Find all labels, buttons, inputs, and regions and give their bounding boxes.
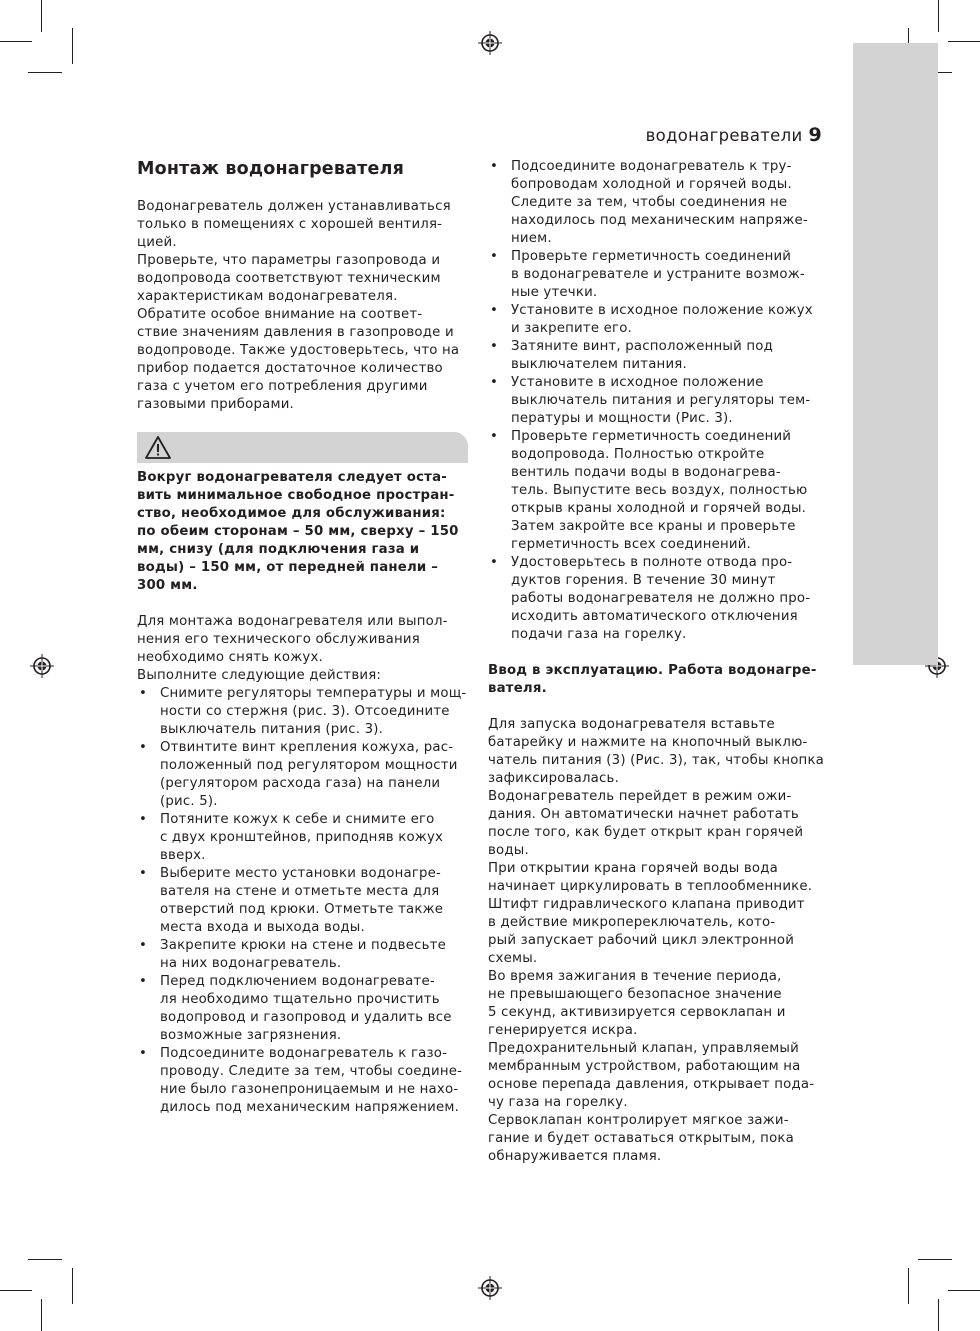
left-column — [137, 158, 472, 1117]
list-line: • Снимите регуляторы температуры и мощ- — [160, 686, 467, 701]
intro-paragraph — [137, 198, 472, 414]
list-line: водопровода. Полностью откройте — [511, 447, 765, 462]
text-line: чу газа на горелку. — [488, 1095, 628, 1110]
text-line: Во время зажигания в течение периода, — [488, 969, 782, 984]
text-line: не превышающего безопасное значение — [488, 987, 782, 1002]
text-line: Для запуска водонагревателя вставьте — [488, 717, 775, 732]
text-line: мембранным устройством, работающим на — [488, 1059, 801, 1074]
list-line: в водонагревателе и устраните возмож- — [511, 267, 805, 282]
list-line: пературы и мощности (Рис. 3). — [511, 411, 733, 426]
crop-mark — [908, 1268, 909, 1304]
list-item — [137, 739, 472, 811]
intro-line: только в помещениях с хорошей вентиля- — [137, 217, 443, 232]
crop-mark — [41, 0, 42, 32]
text-line: Штифт гидравлического клапана приводит — [488, 897, 805, 912]
crop-mark — [0, 41, 32, 42]
text-line: Сервоклапан контролирует мягкое зажи- — [488, 1113, 789, 1128]
list-line: вателя на стене и отметьте места для — [160, 884, 440, 899]
text-line: основе перепада давления, открывает пода- — [488, 1077, 815, 1092]
right-column — [488, 158, 828, 1166]
list-line: бопроводам холодной и горячей воды. — [511, 177, 792, 192]
installation-steps-list — [137, 685, 472, 1117]
list-line: • Удостоверьтесь в полноте отвода про- — [511, 555, 793, 570]
list-item — [137, 973, 472, 1045]
text-line: дания. Он автоматически начнет работать — [488, 807, 799, 822]
crop-mark — [72, 1268, 73, 1304]
list-line: и закрепите его. — [511, 321, 632, 336]
text-line: чатель питания (3) (Рис. 3), так, чтобы кнопка — [488, 753, 825, 768]
text-line: рый запускает рабочий цикл электронной — [488, 933, 795, 948]
text-line: генерируется искра. — [488, 1023, 638, 1038]
intro-line: водопроводе. Также удостоверьтесь, что на — [137, 343, 460, 358]
warning-text — [137, 469, 472, 595]
list-line: вверх. — [160, 848, 206, 863]
page-header — [560, 124, 822, 146]
list-line: дуктов горения. В течение 30 минут — [511, 573, 776, 588]
list-line: выключатель питания и регуляторы тем- — [511, 393, 811, 408]
text-line: воды. — [488, 843, 529, 858]
text-line: в действие микропереключатель, кото- — [488, 915, 776, 930]
side-tab — [853, 43, 938, 665]
text-line: Выполните следующие действия: — [137, 668, 382, 683]
list-line: положенный под регулятором мощности — [160, 758, 458, 773]
intro-line: газа с учетом его потребления другими — [137, 379, 428, 394]
text-line: нения его технического обслуживания — [137, 632, 420, 647]
list-line: работы водонагревателя не должно про- — [511, 591, 811, 606]
list-item — [488, 158, 828, 248]
list-line: • Проверьте герметичность соединений — [511, 429, 792, 444]
text-line: Предохранительный клапан, управляемый — [488, 1041, 799, 1056]
list-line: водопровод и газопровод и удалить все — [160, 1010, 452, 1025]
list-item — [137, 1045, 472, 1117]
list-line: • Выберите место установки водонагре- — [160, 866, 442, 881]
crop-mark — [948, 41, 980, 42]
text-line: необходимо снять кожух. — [137, 650, 323, 665]
list-item — [137, 811, 472, 865]
list-line: ности со стержня (рис. 3). Отсоедините — [160, 704, 450, 719]
intro-line: цией. — [137, 235, 177, 250]
intro-line: газовыми приборами. — [137, 397, 294, 412]
list-line: выключатель питания (рис. 3). — [160, 722, 384, 737]
list-item — [137, 937, 472, 973]
list-line: Следите за тем, чтобы соединения не — [511, 195, 788, 210]
list-line: выключателем питания. — [511, 357, 687, 372]
text-line: батарейку и нажмите на кнопочный выклю- — [488, 735, 808, 750]
header-title: водонагреватели — [645, 126, 803, 145]
list-line: тель. Выпустите весь воздух, полностью — [511, 483, 808, 498]
intro-line: Водонагреватель должен устанавливаться — [137, 199, 451, 214]
text-line: гание и будет оставаться открытым, пока — [488, 1131, 794, 1146]
crop-mark — [918, 1259, 952, 1260]
list-item — [488, 338, 828, 374]
list-line: места входа и выхода воды. — [160, 920, 365, 935]
text-line: обнаруживается пламя. — [488, 1149, 662, 1164]
crop-mark — [72, 28, 73, 64]
list-line: герметичность всех соединений. — [511, 537, 751, 552]
list-line: • Установите в исходное положение кожух — [511, 303, 813, 318]
section-title: Монтаж водонагревателя — [137, 159, 405, 179]
intro-line: водопровода соответствуют техническим — [137, 271, 441, 286]
warning-triangle-icon — [144, 435, 172, 461]
registration-mark-icon — [478, 31, 502, 55]
list-line: ные утечки. — [511, 285, 598, 300]
warning-line: 300 мм. — [137, 578, 198, 593]
list-line: • Затяните винт, расположенный под — [511, 339, 773, 354]
list-line: ля необходимо тщательно прочистить — [160, 992, 440, 1007]
list-line: с двух кронштейнов, приподняв кожух — [160, 830, 444, 845]
warning-line: Вокруг водонагревателя следует оста- — [137, 470, 447, 485]
list-line: находилось под механическим напряже- — [511, 213, 808, 228]
text-line: Для монтажа водонагревателя или выпол- — [137, 614, 448, 629]
list-item — [488, 374, 828, 428]
text-line: зафиксировалась. — [488, 771, 619, 786]
list-line: • Перед подключением водонагревате- — [160, 974, 435, 989]
crop-mark — [938, 1299, 939, 1331]
list-line: дилось под механическим напряжением. — [160, 1100, 460, 1115]
list-item — [488, 302, 828, 338]
crop-mark — [948, 1290, 980, 1291]
intro-line: Проверьте, что параметры газопровода и — [137, 253, 441, 268]
list-line: открыв краны холодной и горячей воды. — [511, 501, 807, 516]
warning-line: ство, необходимое для обслуживания: — [137, 506, 446, 521]
text-line: схемы. — [488, 951, 538, 966]
text-line: При открытии крана горячей воды вода — [488, 861, 778, 876]
list-item — [137, 865, 472, 937]
list-line: нием. — [511, 231, 552, 246]
registration-mark-icon — [478, 1276, 502, 1300]
list-line: Затем закройте все краны и проверьте — [511, 519, 796, 534]
warning-line: по обеим сторонам – 50 мм, сверху – 150 — [137, 524, 459, 539]
intro-line: прибор подается достаточное количество — [137, 361, 443, 376]
text-line: после того, как будет открыт кран горячей — [488, 825, 804, 840]
list-line: ние было газонепроницаемым и не нахо- — [160, 1082, 459, 1097]
list-line: проводу. Следите за тем, чтобы соедине- — [160, 1064, 463, 1079]
list-item — [488, 554, 828, 644]
subheading-line: вателя. — [488, 681, 547, 696]
list-line: • Потяните кожух к себе и снимите его — [160, 812, 435, 827]
subheading-line: Ввод в эксплуатацию. Работа водонагре- — [488, 663, 817, 678]
text-line: начинает циркулировать в теплообменнике. — [488, 879, 813, 894]
warning-line: воды) – 150 мм, от передней панели – — [137, 560, 439, 575]
operation-paragraph — [488, 716, 828, 1166]
list-line: • Подсоедините водонагреватель к тру- — [511, 159, 792, 174]
connection-steps-list — [488, 158, 828, 644]
list-line: • Закрепите крюки на стене и подвесьте — [160, 938, 446, 953]
list-line: • Подсоедините водонагреватель к газо- — [160, 1046, 448, 1061]
intro-line: Обратите особое внимание на соответ- — [137, 307, 423, 322]
page-number: 9 — [808, 124, 822, 146]
list-line: • Отвинтите винт крепления кожуха, рас- — [160, 740, 454, 755]
list-line: (регулятором расхода газа) на панели — [160, 776, 441, 791]
warning-bar — [137, 432, 468, 463]
list-line: исходить автоматического отключения — [511, 609, 798, 624]
warning-line: вить минимальное свободное простран- — [137, 488, 455, 503]
list-line: вентиль подачи воды в водонагрева- — [511, 465, 781, 480]
text-line: 5 секунд, активизируется сервоклапан и — [488, 1005, 786, 1020]
removal-paragraph — [137, 613, 472, 685]
list-line: (рис. 5). — [160, 794, 218, 809]
crop-mark — [41, 1299, 42, 1331]
intro-line: ствие значениям давления в газопроводе и — [137, 325, 454, 340]
list-item — [488, 428, 828, 554]
list-item — [137, 685, 472, 739]
crop-mark — [28, 72, 62, 73]
list-line: • Установите в исходное положение — [511, 375, 764, 390]
operation-subheading — [488, 662, 828, 698]
list-line: подачи газа на горелку. — [511, 627, 687, 642]
registration-mark-icon — [30, 654, 54, 678]
list-line: возможные загрязнения. — [160, 1028, 342, 1043]
text-line: Водонагреватель перейдет в режим ожи- — [488, 789, 792, 804]
warning-line: мм, снизу (для подключения газа и — [137, 542, 420, 557]
list-line: отверстий под крюки. Отметьте также — [160, 902, 444, 917]
list-line: на них водонагреватель. — [160, 956, 342, 971]
list-item — [488, 248, 828, 302]
crop-mark — [28, 1259, 62, 1260]
intro-line: характеристикам водонагревателя. — [137, 289, 398, 304]
crop-mark — [938, 0, 939, 32]
crop-mark — [0, 1290, 32, 1291]
list-line: • Проверьте герметичность соединений — [511, 249, 792, 264]
